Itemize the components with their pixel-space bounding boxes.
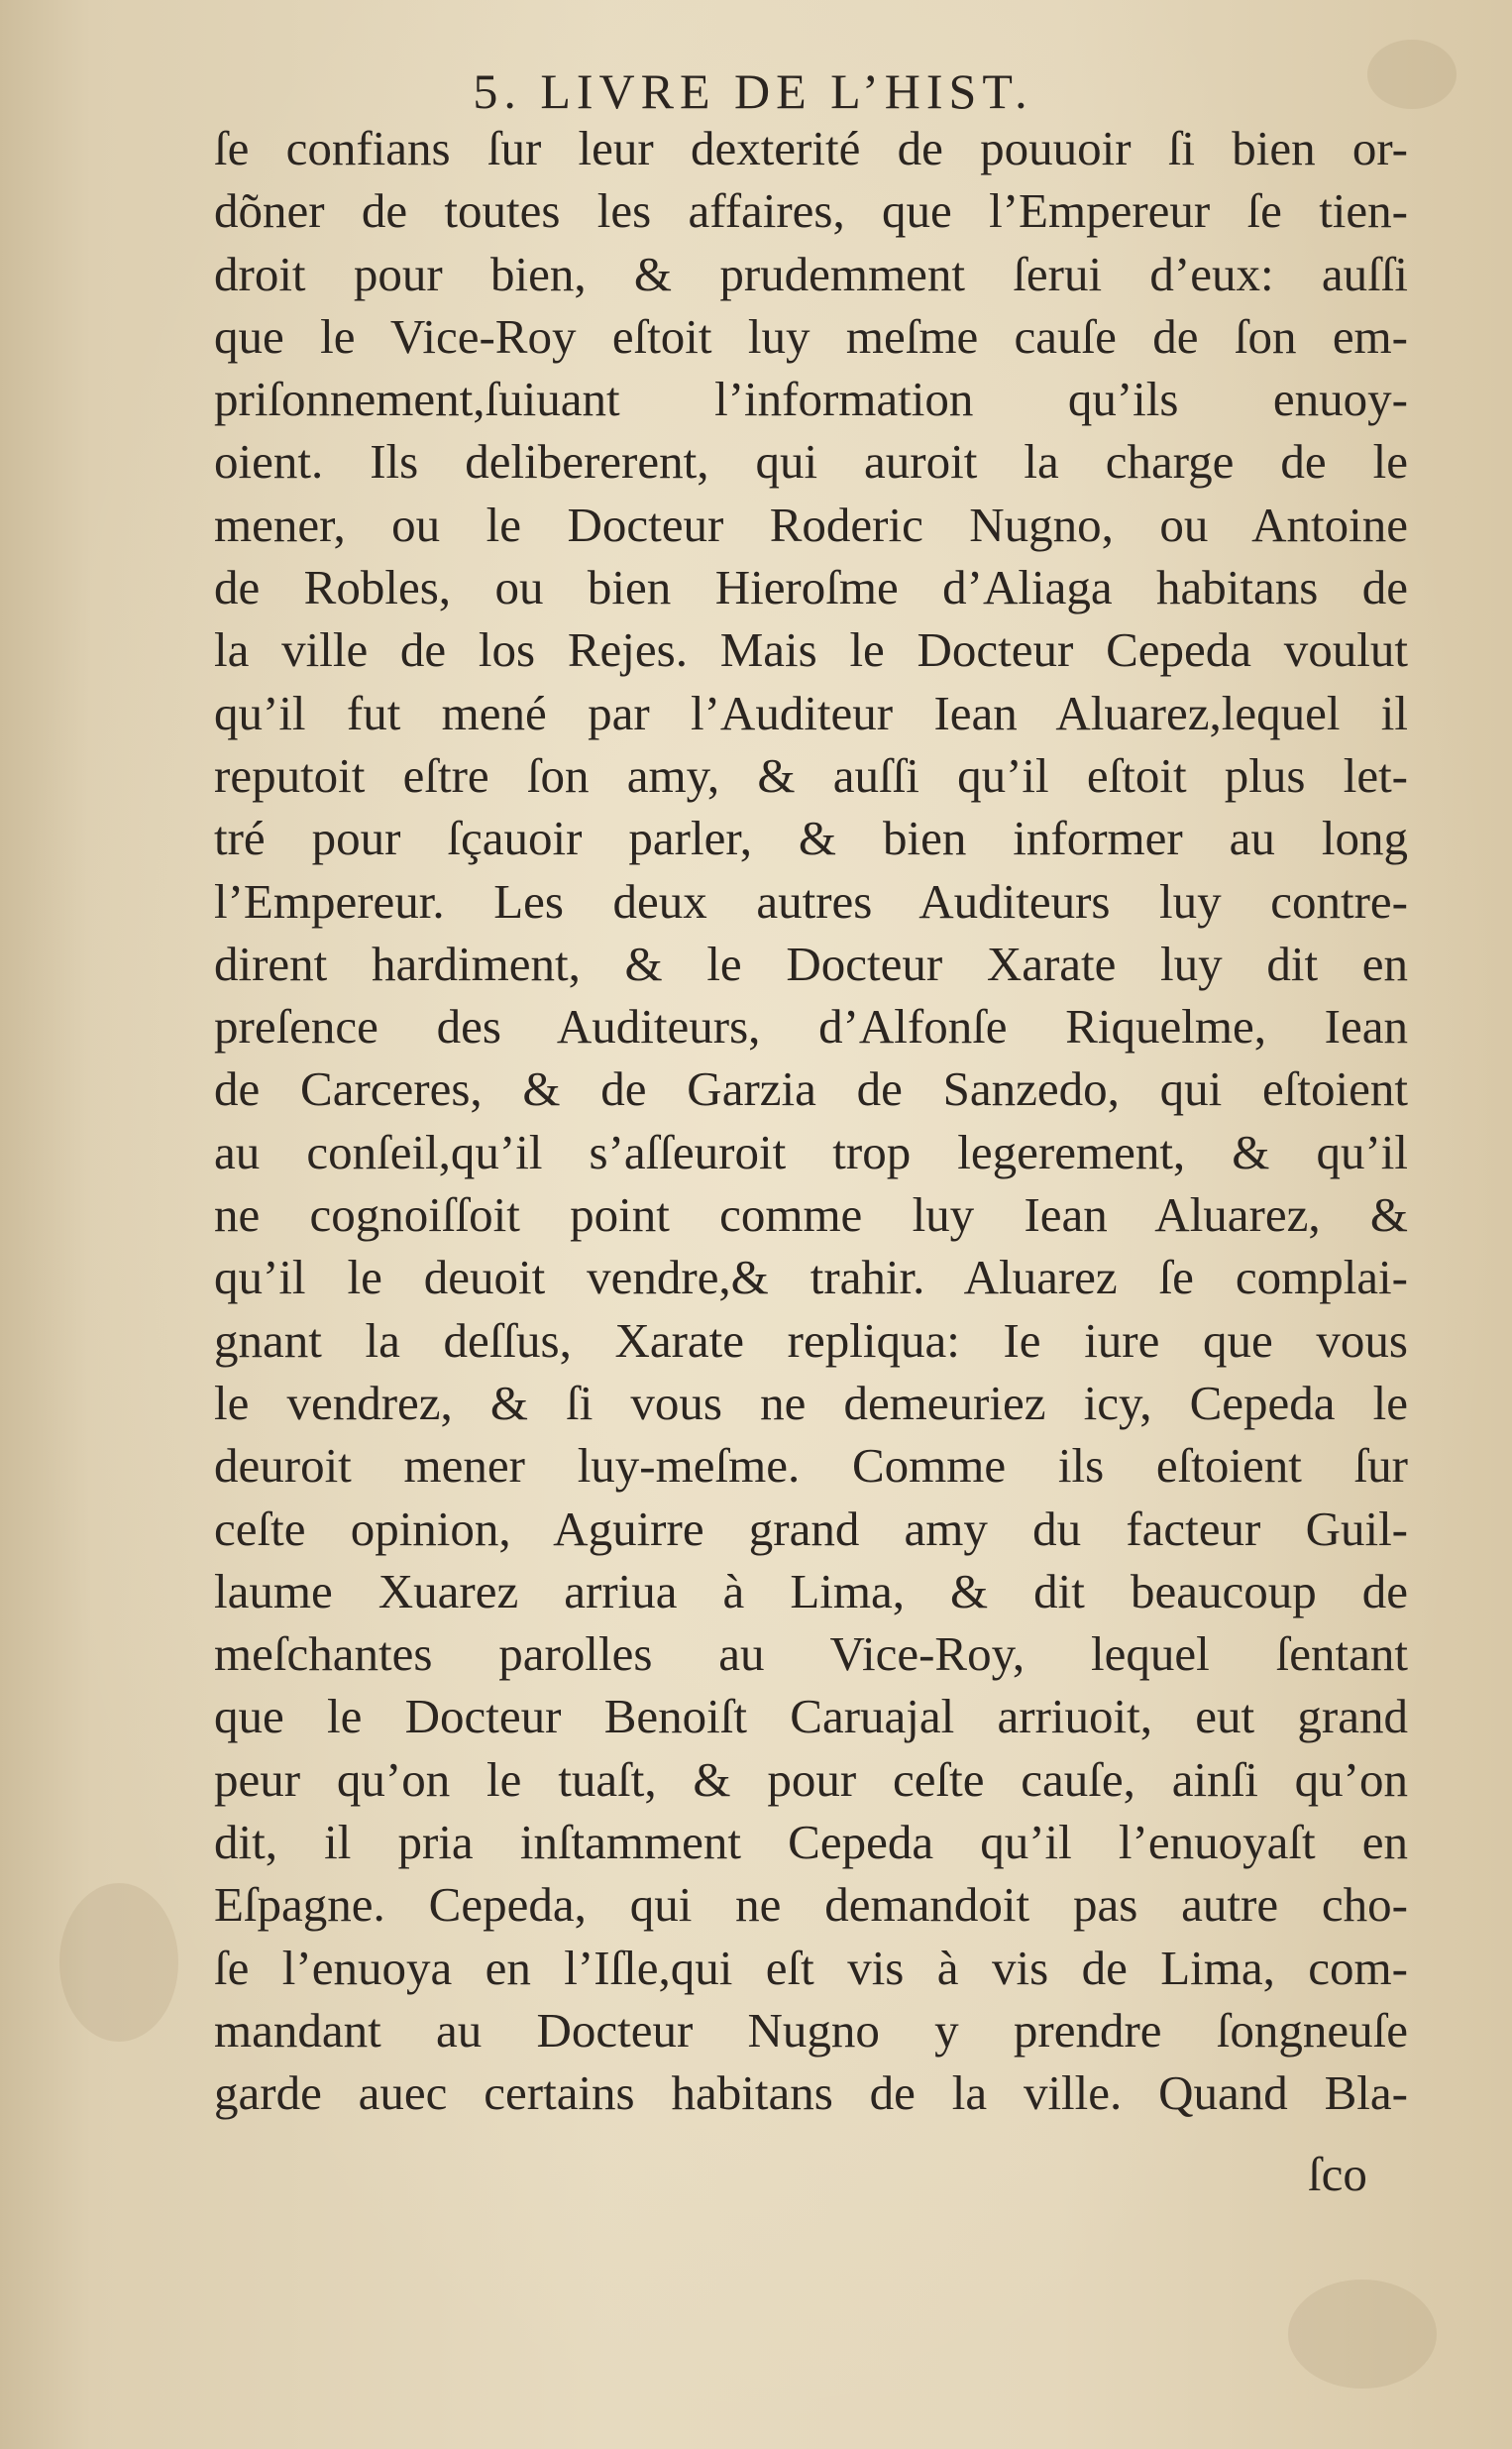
text-line: peur qu’on le tuaſt, & pour ceſte cauſe, ainſi qu’on [214, 1751, 1408, 1807]
text-line: de Robles, ou bien Hieroſme d’Aliaga habitans de [214, 560, 1408, 615]
text-line: de Carceres, & de Garzia de Sanzedo, qui eſtoient [214, 1061, 1408, 1117]
text-line: au conſeil,qu’il s’aſſeuroit trop legerement, & qu’il [214, 1124, 1408, 1179]
text-line: dirent hardiment, & le Docteur Xarate luy dit en [214, 936, 1408, 991]
catchword: ſco [1308, 2147, 1367, 2201]
text-line: que le Docteur Benoiſt Caruajal arriuoit, eut grand [214, 1689, 1408, 1744]
text-line: priſonnement,ſuiuant l’information qu’ils enuoy- [214, 372, 1408, 427]
text-line: que le Vice-Roy eſtoit luy meſme cauſe de ſon em- [214, 308, 1408, 364]
text-line: reputoit eſtre ſon amy, & auſſi qu’il eſtoit plus let- [214, 747, 1408, 803]
text-line: ceſte opinion, Aguirre grand amy du facteur Guil- [214, 1501, 1408, 1556]
text-line: deuroit mener luy-meſme. Comme ils eſtoient ſur [214, 1438, 1408, 1494]
text-line: oient. Ils delibererent, qui auroit la charge de le [214, 434, 1408, 490]
text-line: ne cognoiſſoit point comme luy Iean Aluarez, & [214, 1187, 1408, 1243]
text-line: Eſpagne. Cepeda, qui ne demandoit pas autre cho- [214, 1877, 1408, 1933]
text-line: le vendrez, & ſi vous ne demeuriez icy, Cepeda le [214, 1375, 1408, 1430]
text-line: l’Empereur. Les deux autres Auditeurs luy contre- [214, 873, 1408, 929]
paper-stain [59, 1883, 178, 2042]
text-line: qu’il fut mené par l’Auditeur Iean Aluarez,lequel il [214, 685, 1408, 740]
running-head: 5. LIVRE DE L’HIST. [473, 63, 1033, 119]
text-line: dõner de toutes les affaires, que l’Empereur ſe tien- [214, 183, 1408, 239]
text-line: mandant au Docteur Nugno y prendre ſongneuſe [214, 2002, 1408, 2058]
text-line: gnant la deſſus, Xarate repliqua: Ie iure que vous [214, 1312, 1408, 1368]
body-text [214, 117, 1408, 2125]
text-line: garde auec certains habitans de la ville. Quand Bla- [214, 2065, 1408, 2121]
text-line: qu’il le deuoit vendre,& trahir. Aluarez ſe complai- [214, 1250, 1408, 1305]
text-line: la ville de los Rejes. Mais le Docteur Cepeda voulut [214, 622, 1408, 678]
paper-stain [1288, 2280, 1437, 2389]
text-line: dit, il pria inſtamment Cepeda qu’il l’enuoyaſt en [214, 1815, 1408, 1870]
paper-stain [1367, 40, 1457, 109]
text-line: tré pour ſçauoir parler, & bien informer au long [214, 811, 1408, 866]
text-line: ſe confians ſur leur dexterité de pouuoir ſi bien or- [214, 121, 1408, 175]
text-line: droit pour bien, & prudemment ſerui d’eux: auſſi [214, 246, 1408, 301]
text-line: meſchantes parolles au Vice-Roy, lequel ſentant [214, 1626, 1408, 1682]
text-line: laume Xuarez arriua à Lima, & dit beaucoup de [214, 1563, 1408, 1618]
text-line: ſe l’enuoya en l’Iſle,qui eſt vis à vis de Lima, com- [214, 1940, 1408, 1995]
text-line: mener, ou le Docteur Roderic Nugno, ou Antoine [214, 497, 1408, 552]
text-line: preſence des Auditeurs, d’Alfonſe Riquelme, Iean [214, 999, 1408, 1055]
